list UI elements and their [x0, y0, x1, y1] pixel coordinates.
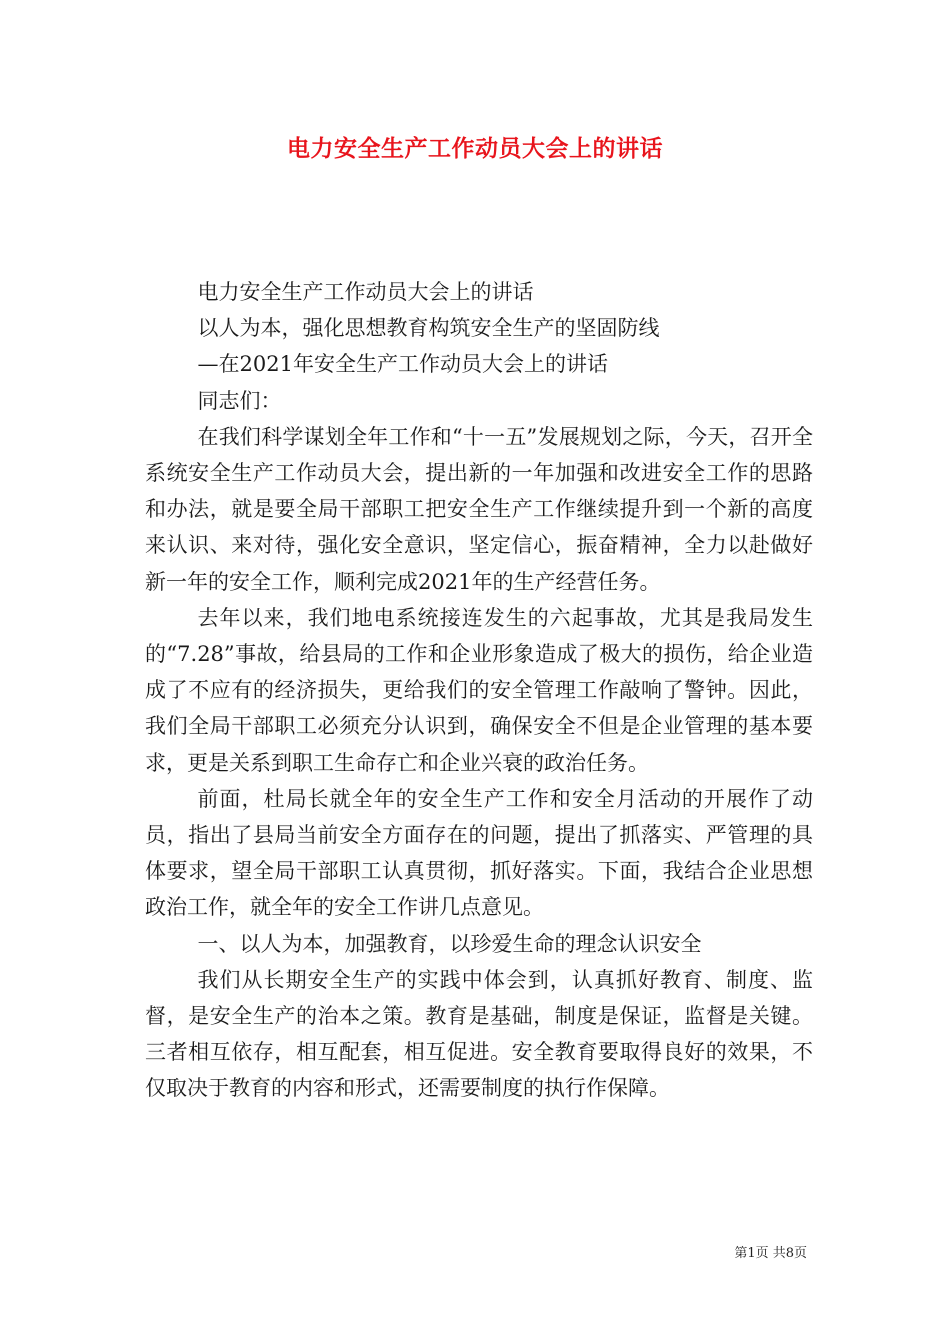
page-number: 第1页 共8页: [734, 1246, 807, 1261]
paragraph-body: 我们从长期安全生产的实践中体会到，认真抓好教育、制度、监督，是安全生产的治本之策。教育是基础，制度是保证，监督是关键。三者相互依存，相互配套，相互促进。安全教育要取得良好的效果，不仅取决于教育的内容和形式，还需要制度的执行作保障。: [145, 967, 813, 1101]
paragraph-body: 前面，杜局长就全年的安全生产工作和安全月活动的开展作了动员，指出了县局当前安全方面存在的问题，提出了抓落实、严管理的具体要求，望全局干部职工认真贯彻，抓好落实。下面，我结合企业思想政治工作，就全年的安全工作讲几点意见。: [145, 786, 813, 920]
document-body: [145, 274, 813, 1107]
paragraph-heading: 电力安全生产工作动员大会上的讲话: [197, 280, 534, 304]
section-heading: 一、以人为本，加强教育，以珍爱生命的理念认识安全: [197, 931, 702, 956]
paragraph-occasion: —在2021年安全生产工作动员大会上的讲话: [197, 352, 608, 377]
paragraph-subtitle: 以人为本，强化思想教育构筑安全生产的坚固防线: [197, 316, 660, 341]
page-title: 电力安全生产工作动员大会上的讲话: [287, 135, 663, 162]
paragraph-body: 在我们科学谋划全年工作和“十一五”发展规划之际，今天，召开全系统安全生产工作动员大会，提出新的一年加强和改进安全工作的思路和办法，就是要全局干部职工把安全生产工作继续提升到一个新的高度来认识、来对待，强化安全意识，坚定信心，振奋精神，全力以赴做好新一年的安全工作，顺利完成2021年的生产经营任务。: [145, 424, 813, 594]
paragraph-salutation: 同志们：: [197, 388, 282, 413]
paragraph-body: 去年以来，我们地电系统接连发生的六起事故，尤其是我局发生的“7.28”事故，给县局的工作和企业形象造成了极大的损伤，给企业造成了不应有的经济损失，更给我们的安全管理工作敲响了警钟。因此，我们全局干部职工必须充分认识到，确保安全不但是企业管理的基本要求，更是关系到职工生命存亡和企业兴衰的政治任务。: [145, 605, 813, 775]
